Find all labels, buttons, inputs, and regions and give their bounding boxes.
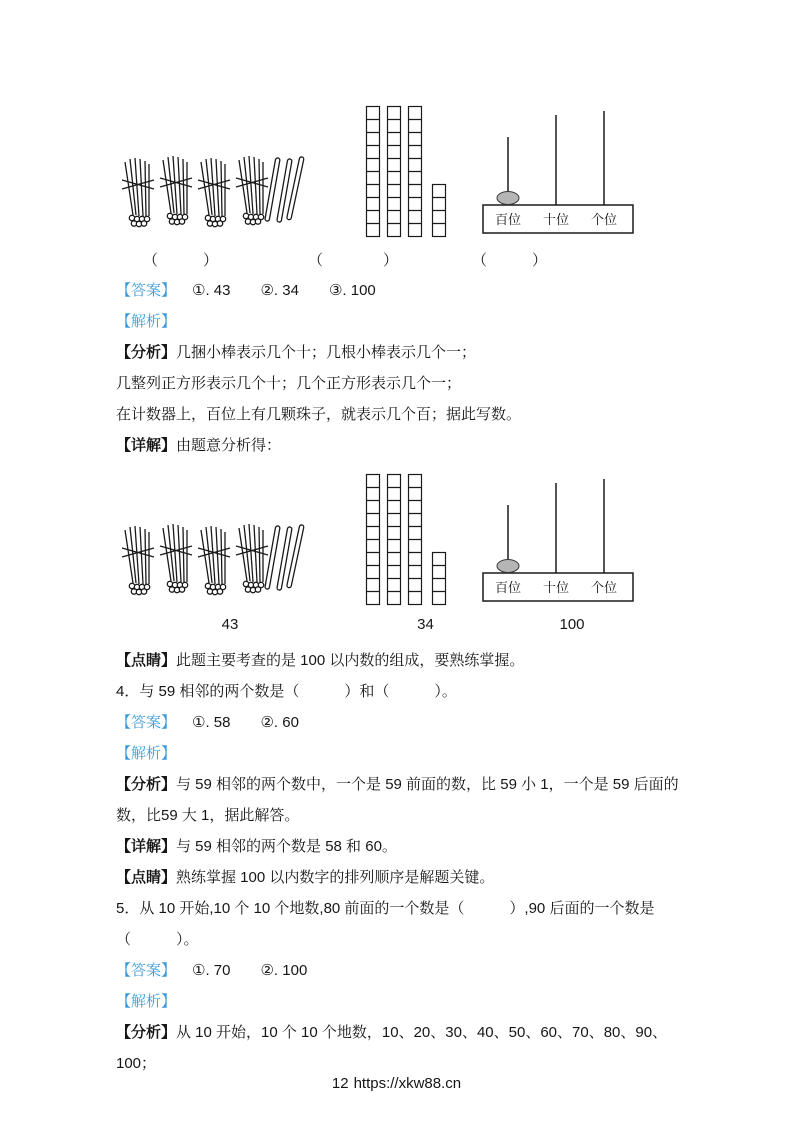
q3-answer-line	[116, 275, 685, 306]
q3-fenxi-line3	[116, 399, 685, 430]
counter-answer-value: 100	[559, 616, 585, 633]
place-value-counter-icon	[478, 101, 638, 241]
answer-blank-3: （ ）	[472, 252, 548, 269]
q4-jiexi-line	[116, 738, 685, 769]
answer-blank-1: （ ）	[143, 252, 219, 269]
squares-answer-value: 34	[417, 616, 434, 633]
q5-answer-line	[116, 955, 685, 986]
jiexi-label: 【解析】	[116, 745, 177, 762]
q3-question-figure	[116, 101, 685, 241]
q5-stem	[116, 893, 685, 955]
q3-solution-figure	[116, 469, 685, 609]
q5-answer-text: ①. 70 ②. 100	[192, 962, 308, 979]
answer-blank-2: （ ）	[308, 252, 399, 269]
q5-stem-text: 5．从 10 开始,10 个 10 个地数,80 前面的一个数是（ ）,90 后面的一个数是（ ）。	[116, 900, 655, 948]
base-ten-squares-icon	[364, 469, 459, 609]
q4-dianjing-text: 熟练掌握 100 以内数字的排列顺序是解题关键。	[176, 869, 495, 886]
q4-xiangjie-line	[116, 831, 685, 862]
xiangjie-label: 【详解】	[116, 838, 177, 855]
hundreds-place-label: 百位	[494, 212, 522, 227]
q4-fenxi-line	[116, 769, 685, 831]
q3-fenxi-line1	[116, 337, 685, 368]
q3-xiangjie-line	[116, 430, 685, 461]
dianjing-label: 【点睛】	[116, 869, 177, 886]
place-value-counter-icon	[478, 469, 638, 609]
q3-dianjing-text: 此题主要考查的是 100 以内数的组成，要熟练掌握。	[176, 652, 525, 669]
hundreds-place-label: 百位	[494, 580, 522, 595]
answer-label: 【答案】	[116, 714, 177, 731]
jiexi-label: 【解析】	[116, 313, 177, 330]
q5-jiexi-line	[116, 986, 685, 1017]
ones-place-label: 个位	[590, 580, 618, 595]
bundled-sticks-icon	[116, 512, 316, 604]
answer-label: 【答案】	[116, 962, 177, 979]
fenxi-label: 【分析】	[116, 344, 177, 361]
q3-xiangjie-text: 由题意分析得：	[176, 437, 282, 454]
footer-url-link[interactable]: https://xkw88.cn	[353, 1075, 462, 1092]
q3-fenxi-line2	[116, 368, 685, 399]
q4-dianjing-line	[116, 862, 685, 893]
base-ten-squares-icon	[364, 101, 459, 241]
ones-place-label: 个位	[590, 212, 618, 227]
xiangjie-label: 【详解】	[116, 437, 177, 454]
q4-stem-text: 4．与 59 相邻的两个数是（ ）和（ ）。	[116, 683, 457, 700]
q3-fenxi-text2: 几整列正方形表示几个十；几个正方形表示几个一；	[116, 375, 462, 392]
tens-place-label: 十位	[542, 212, 570, 227]
dianjing-label: 【点睛】	[116, 652, 177, 669]
fenxi-label: 【分析】	[116, 776, 177, 793]
answer-label: 【答案】	[116, 282, 177, 299]
q5-fenxi-line	[116, 1017, 685, 1079]
tens-place-label: 十位	[542, 580, 570, 595]
fenxi-label: 【分析】	[116, 1024, 177, 1041]
q3-answer-blanks	[130, 249, 685, 273]
q5-fenxi-text: 从 10 开始，10 个 10 个地数，10、20、30、40、50、60、70、80、90、100；	[116, 1024, 668, 1072]
q4-answer-text: ①. 58 ②. 60	[192, 714, 299, 731]
q3-jiexi-line	[116, 306, 685, 337]
q4-answer-line	[116, 707, 685, 738]
page-number: 12	[331, 1075, 349, 1092]
sticks-answer-value: 43	[221, 616, 239, 633]
q3-fenxi-text3: 在计数器上，百位上有几颗珠子，就表示几个百；据此写数。	[116, 406, 522, 423]
q3-figure-answers	[130, 613, 685, 637]
jiexi-label: 【解析】	[116, 993, 177, 1010]
q4-stem	[116, 676, 685, 707]
q3-dianjing-line	[116, 645, 685, 676]
page-footer	[0, 1075, 793, 1092]
q3-answer-text: ①. 43 ②. 34 ③. 100	[192, 282, 376, 299]
q4-fenxi-text: 与 59 相邻的两个数中，一个是 59 前面的数，比 59 小 1，一个是 59 后面的数，比59 大 1，据此解答。	[116, 776, 679, 824]
q4-xiangjie-text: 与 59 相邻的两个数是 58 和 60。	[176, 838, 397, 855]
bundled-sticks-icon	[116, 144, 316, 236]
q3-fenxi-text1: 几捆小棒表示几个十；几根小棒表示几个一；	[176, 344, 477, 361]
